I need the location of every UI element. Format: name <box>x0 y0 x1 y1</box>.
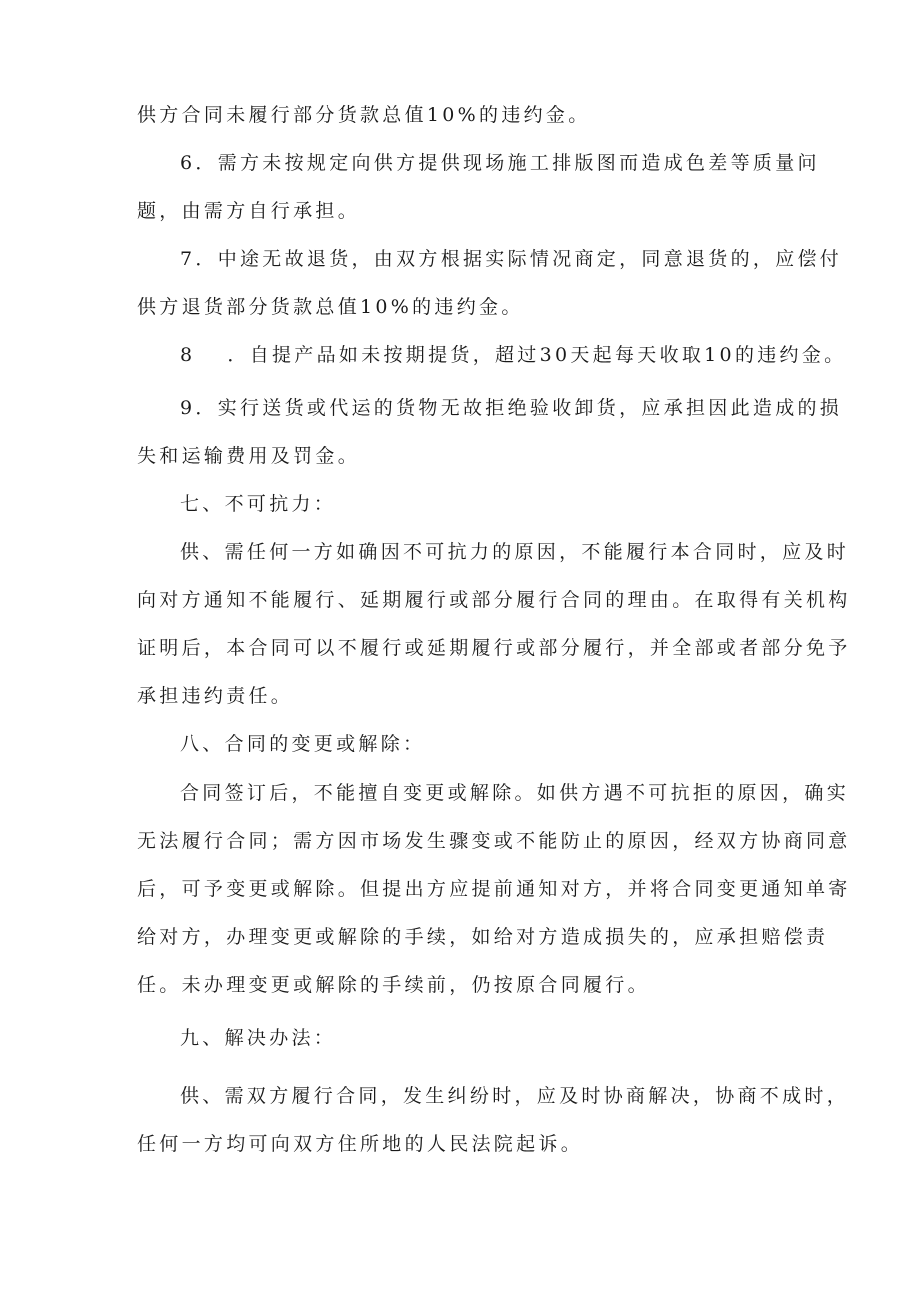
section-8-heading: 八、合同的变更或解除： <box>180 733 426 755</box>
section-7-para-line-1: 供、需任何一方如确因不可抗力的原因，不能履行本合同时，应及时 <box>180 541 850 563</box>
clause-7-line-2: 供方退货部分货款总值10%的违约金。 <box>137 296 524 318</box>
clause-8-number: 8 <box>180 344 196 366</box>
section-8-para-line-5: 任。未办理变更或解除的手续前，仍按原合同履行。 <box>137 974 650 996</box>
clause-7-line-1: 7．中途无故退货，由双方根据实际情况商定，同意退货的，应偿付 <box>180 248 843 270</box>
section-7-para-line-2: 向对方通知不能履行、延期履行或部分履行合同的理由。在取得有关机构 <box>137 589 851 611</box>
section-8-para-line-1: 合同签订后，不能擅自变更或解除。如供方遇不可抗拒的原因，确实 <box>180 782 850 804</box>
clause-6-line-1: 6．需方未按规定向供方提供现场施工排版图而造成色差等质量问 <box>180 152 820 174</box>
section-9-heading: 九、解决办法： <box>180 1027 337 1049</box>
clause-8-line <box>180 341 846 369</box>
section-7-para-line-3: 证明后，本合同可以不履行或延期履行或部分履行，并全部或者部分免予 <box>137 637 851 659</box>
clause-6-line-2: 题，由需方自行承担。 <box>137 200 361 222</box>
section-9-para-line-2: 任何一方均可向双方住所地的人民法院起诉。 <box>137 1133 584 1155</box>
section-8-para-line-3: 后，可予变更或解除。但提出方应提前通知对方，并将合同变更通知单寄 <box>137 878 851 900</box>
clause-9-line-2: 失和运输费用及罚金。 <box>137 445 361 467</box>
section-9-para-line-1: 供、需双方履行合同，发生纠纷时，应及时协商解决，协商不成时， <box>180 1085 850 1107</box>
clause-9-line-1: 9．实行送货或代运的货物无故拒绝验收卸货，应承担因此造成的损 <box>180 397 843 419</box>
text-line: 供方合同未履行部分货款总值10%的违约金。 <box>137 104 591 126</box>
section-8-para-line-4: 给对方，办理变更或解除的手续，如给对方造成损失的，应承担赔偿责 <box>137 926 829 948</box>
section-8-para-line-2: 无法履行合同；需方因市场发生骤变或不能防止的原因，经双方协商同意 <box>137 830 851 852</box>
section-7-heading: 七、不可抗力： <box>180 493 337 515</box>
clause-8-text: ．自提产品如未按期提货，超过30天起每天收取10的违约金。 <box>227 344 847 366</box>
section-7-para-line-4: 承担违约责任。 <box>137 685 294 707</box>
